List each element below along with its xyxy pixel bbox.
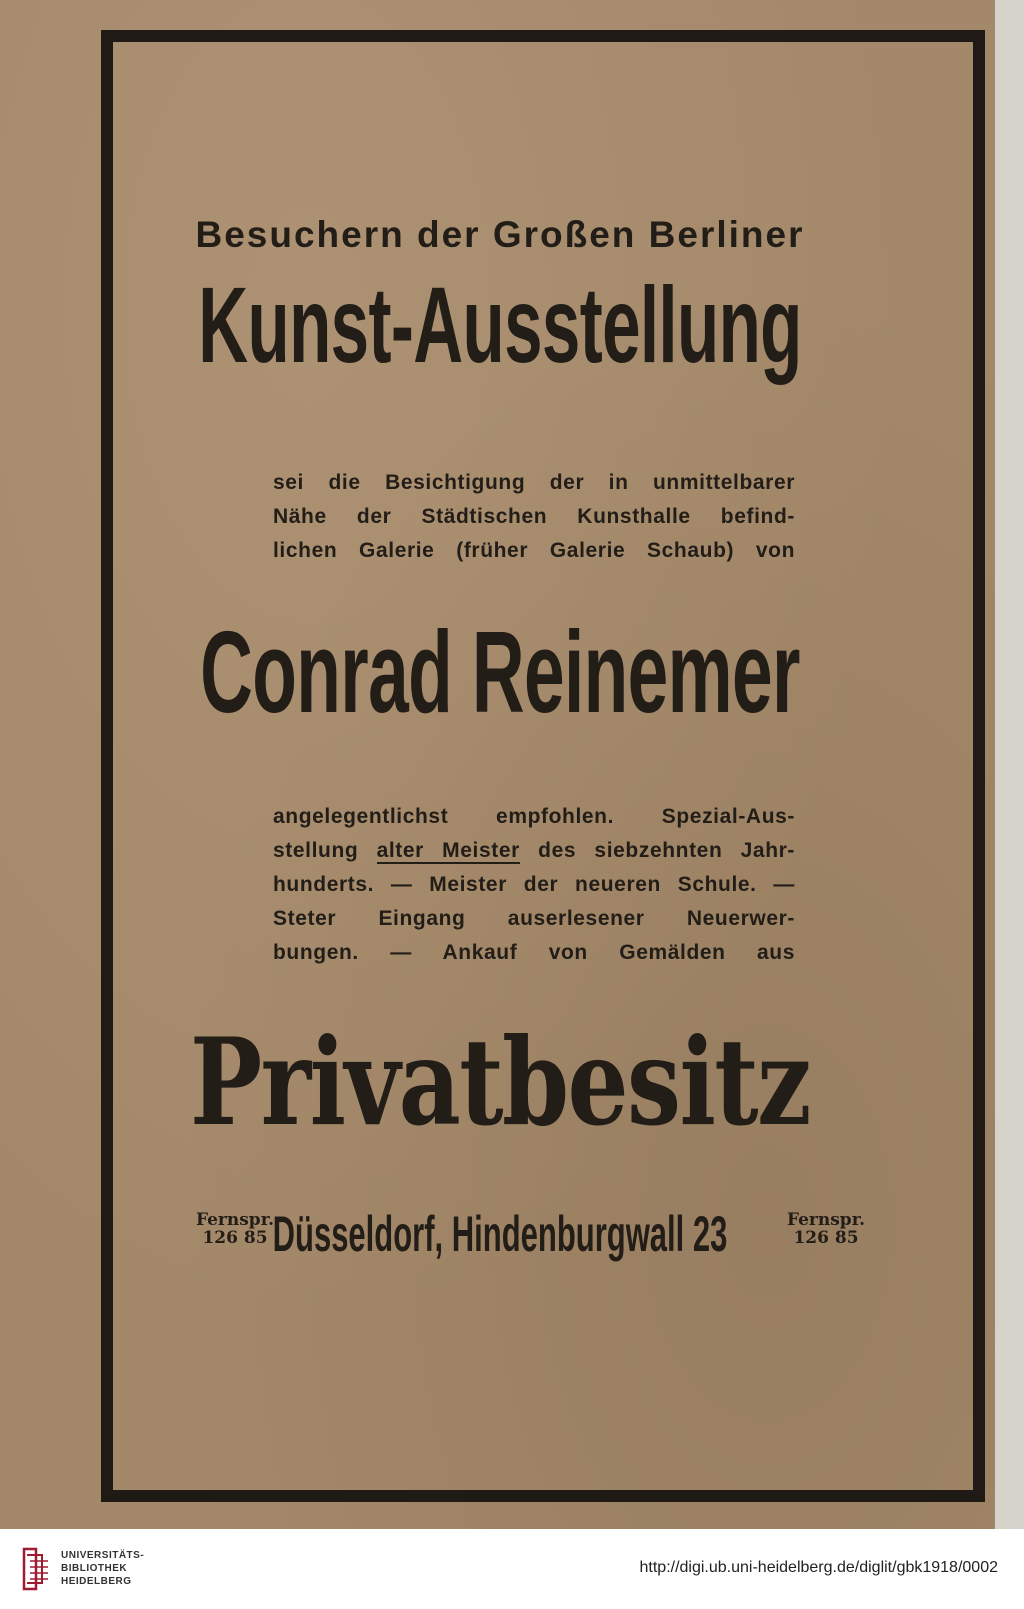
text-segment: stellung [273, 839, 377, 862]
digitization-footer [0, 1529, 1024, 1609]
ub-heidelberg-logo-icon [22, 1545, 52, 1593]
library-name-line: HEIDELBERG [61, 1576, 132, 1587]
headline-privatbesitz: Privatbesitz [190, 1012, 810, 1153]
phone-number: 126 85 [793, 1228, 859, 1248]
contact-line [0, 1205, 1000, 1275]
paragraph-line: sei die Besichtigung der in unmittelbarer [273, 471, 795, 494]
paragraph-line: Steter Eingang auserlesener Neuerwer- [273, 907, 795, 930]
text-segment: des siebzehnten Jahr- [519, 839, 795, 862]
phone-number: 126 85 [202, 1228, 268, 1248]
phone-right [776, 1211, 876, 1247]
scan-page-edge [995, 0, 1024, 1529]
paragraph-line: lichen Galerie (früher Galerie Schaub) von [273, 539, 795, 562]
paragraph-exhibition [273, 800, 795, 970]
phone-label: Fernspr. [786, 1210, 866, 1230]
phone-label: Fernspr. [195, 1210, 275, 1230]
address: Düsseldorf, Hindenburgwall 23 [272, 1206, 728, 1262]
paragraph-recommendation [273, 466, 795, 568]
paragraph-line: angelegentlichst empfohlen. Spezial-Aus- [273, 805, 795, 828]
paragraph-line: hunderts. — Meister der neueren Schule. — [273, 873, 795, 896]
intro-line: Besuchern der Großen Berliner [195, 214, 805, 255]
headline-kunst-ausstellung: Kunst-Ausstellung [198, 264, 802, 385]
library-name [61, 1549, 144, 1588]
paragraph-line: bungen. — Ankauf von Gemälden aus [273, 941, 795, 964]
library-name-line: BIBLIOTHEK [61, 1563, 128, 1574]
source-url[interactable]: http://digi.ub.uni-heidelberg.de/diglit/gbk1918/0002 [639, 1559, 998, 1576]
library-name-line: UNIVERSITÄTS- [61, 1550, 145, 1561]
paragraph-line: Nähe der Städtischen Kunsthalle befind- [273, 505, 795, 528]
paragraph-line-underlined [273, 834, 795, 868]
underlined-text: alter Meister [376, 839, 520, 862]
headline-conrad-reinemer: Conrad Reinemer [200, 607, 800, 737]
